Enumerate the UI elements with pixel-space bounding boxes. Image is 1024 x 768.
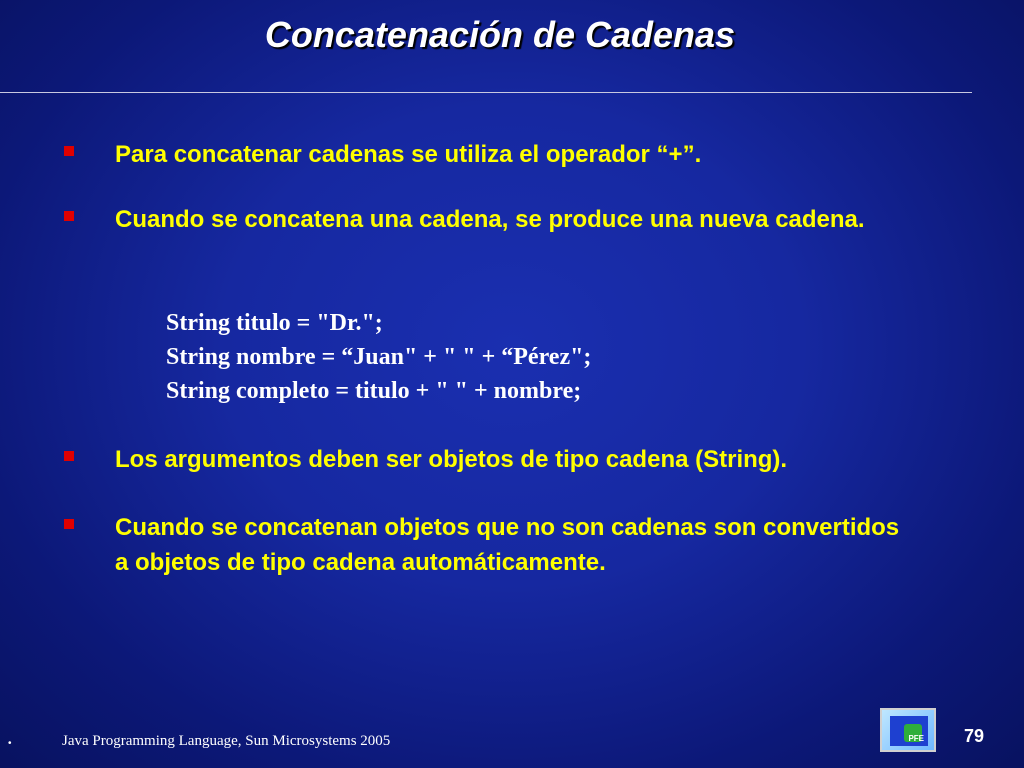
bullet-text: Cuando se concatena una cadena, se produce una nueva cadena. bbox=[115, 206, 865, 233]
bullet-marker bbox=[64, 451, 74, 461]
logo-icon bbox=[880, 708, 936, 752]
bullet-marker bbox=[64, 146, 74, 156]
footer-source: Java Programming Language, Sun Microsystems 2005 bbox=[62, 733, 391, 749]
code-line: String nombre = “Juan" + " " + “Pérez"; bbox=[166, 344, 592, 370]
footer-bullet: • bbox=[8, 738, 12, 749]
title-divider bbox=[0, 92, 972, 93]
logo-text: PFE bbox=[908, 734, 924, 743]
code-block bbox=[166, 306, 591, 408]
page-number: 79 bbox=[964, 726, 985, 746]
bullet-text: Los argumentos deben ser objetos de tipo cadena (String). bbox=[115, 446, 788, 473]
bullet-marker bbox=[64, 519, 74, 529]
logo-inner bbox=[890, 716, 928, 746]
bullet-text: Cuando se concatenan objetos que no son cadenas son convertidos a objetos de tipo cadena automáticamente. bbox=[115, 514, 900, 576]
code-line: String titulo = "Dr."; bbox=[166, 310, 383, 336]
bullet-text: Para concatenar cadenas se utiliza el operador “+”. bbox=[115, 141, 702, 168]
bullet-marker bbox=[64, 211, 74, 221]
slide-title: Concatenación de Cadenas bbox=[264, 14, 736, 55]
code-line: String completo = titulo + " " + nombre; bbox=[166, 378, 582, 404]
